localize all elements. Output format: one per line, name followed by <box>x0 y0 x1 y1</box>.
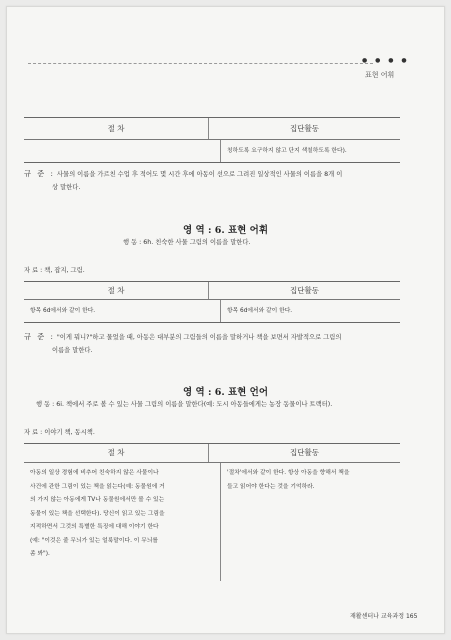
header-rule <box>28 63 373 64</box>
table-line: 사건에 관한 그림이 있는 책을 읽는다(예: 동물원에 거 <box>30 483 165 490</box>
criterion-label: 규 준 : <box>24 332 55 341</box>
procedure-table-6h <box>24 281 400 323</box>
table-line: '절차'에서와 같이 한다. 항상 아동을 향해서 책을 <box>227 470 350 476</box>
procedure-table-0 <box>24 117 400 163</box>
table-line: 좀 봐"). <box>30 551 50 557</box>
table-header-procedure: 절 차 <box>24 118 209 139</box>
table-header-procedure: 절 차 <box>24 282 209 299</box>
criterion-0 <box>24 167 342 182</box>
section-heading-6i: 영 역 : 6. 표현 언어 <box>182 387 269 398</box>
table-cell-right: 항목 6d에서와 같이 한다. <box>227 308 293 314</box>
section-heading-6h: 영 역 : 6. 표현 어휘 <box>182 225 269 236</box>
table-cell-left <box>24 463 221 581</box>
criterion-text-line1: "이게 뭐니?"하고 물었을 때, 아동은 대부분의 그림들의 이름을 말하거나 책을 보면서 자발적으로 그림의 <box>56 334 342 341</box>
header-dots: ● ● ● ● <box>362 57 410 64</box>
table-line: 아동의 일상 경험에 비추어 친숙하지 않은 사물이나 <box>30 470 159 476</box>
criterion-6h <box>24 330 341 345</box>
criterion-text-line1: 사물의 이름을 가르친 수업 후 적어도 몇 시간 후에 아동이 선으로 그려진 일상적인 사물의 이름을 8개 이 <box>56 171 343 178</box>
table-cell-right <box>221 463 400 581</box>
table-line: 의 가지 않는 아동에게 TV나 동물원에서만 볼 수 있는 <box>30 497 165 503</box>
criterion-label: 규 준 : <box>24 169 55 178</box>
table-line: 지적하면서 그것의 특별한 특징에 대해 이야기 한다 <box>30 524 159 530</box>
criterion-6h-line2: 이름을 말한다. <box>52 347 93 354</box>
table-line: 동물이 있는 책을 선택한다). 당신이 읽고 있는 그림을 <box>30 510 165 517</box>
table-line: 들고 읽어야 한다는 것을 기억하라. <box>227 483 315 490</box>
table-header-group-activity: 집단활동 <box>290 124 319 133</box>
running-header-title: 표현 어휘 <box>365 71 395 79</box>
table-cell-right: 칭하도록 요구하지 않고 단지 색칠하도록 한다). <box>227 148 347 154</box>
criterion-0-line2: 상 말한다. <box>52 184 81 191</box>
table-cell-left: 항목 6d에서와 같이 한다. <box>24 300 221 322</box>
table-header-group-activity: 집단활동 <box>290 448 319 457</box>
table-header-procedure: 절 차 <box>24 444 209 462</box>
page-footer: 재활센터나 교육과정 165 <box>350 613 418 620</box>
table-header-group-activity: 집단활동 <box>290 286 319 295</box>
table-line: (예: "이것은 줄 무늬가 있는 얼룩말이다. 이 무늬를 <box>30 537 159 544</box>
behavior-6h: 행 동 : 6h. 친숙한 사물 그림의 이름을 말한다. <box>123 239 251 246</box>
materials-6i: 자 료 : 이야기 책, 동시책. <box>24 429 95 436</box>
materials-6h: 자 료 : 책, 잡지, 그림. <box>24 267 85 274</box>
behavior-6i: 행 동 : 6i. 책에서 주로 볼 수 있는 사물 그림의 이름을 말한다(예: 도시 아동들에게는 농장 동물이나 트랙터). <box>36 401 333 408</box>
table-cell-left <box>24 140 221 162</box>
procedure-table-6i <box>24 443 400 581</box>
